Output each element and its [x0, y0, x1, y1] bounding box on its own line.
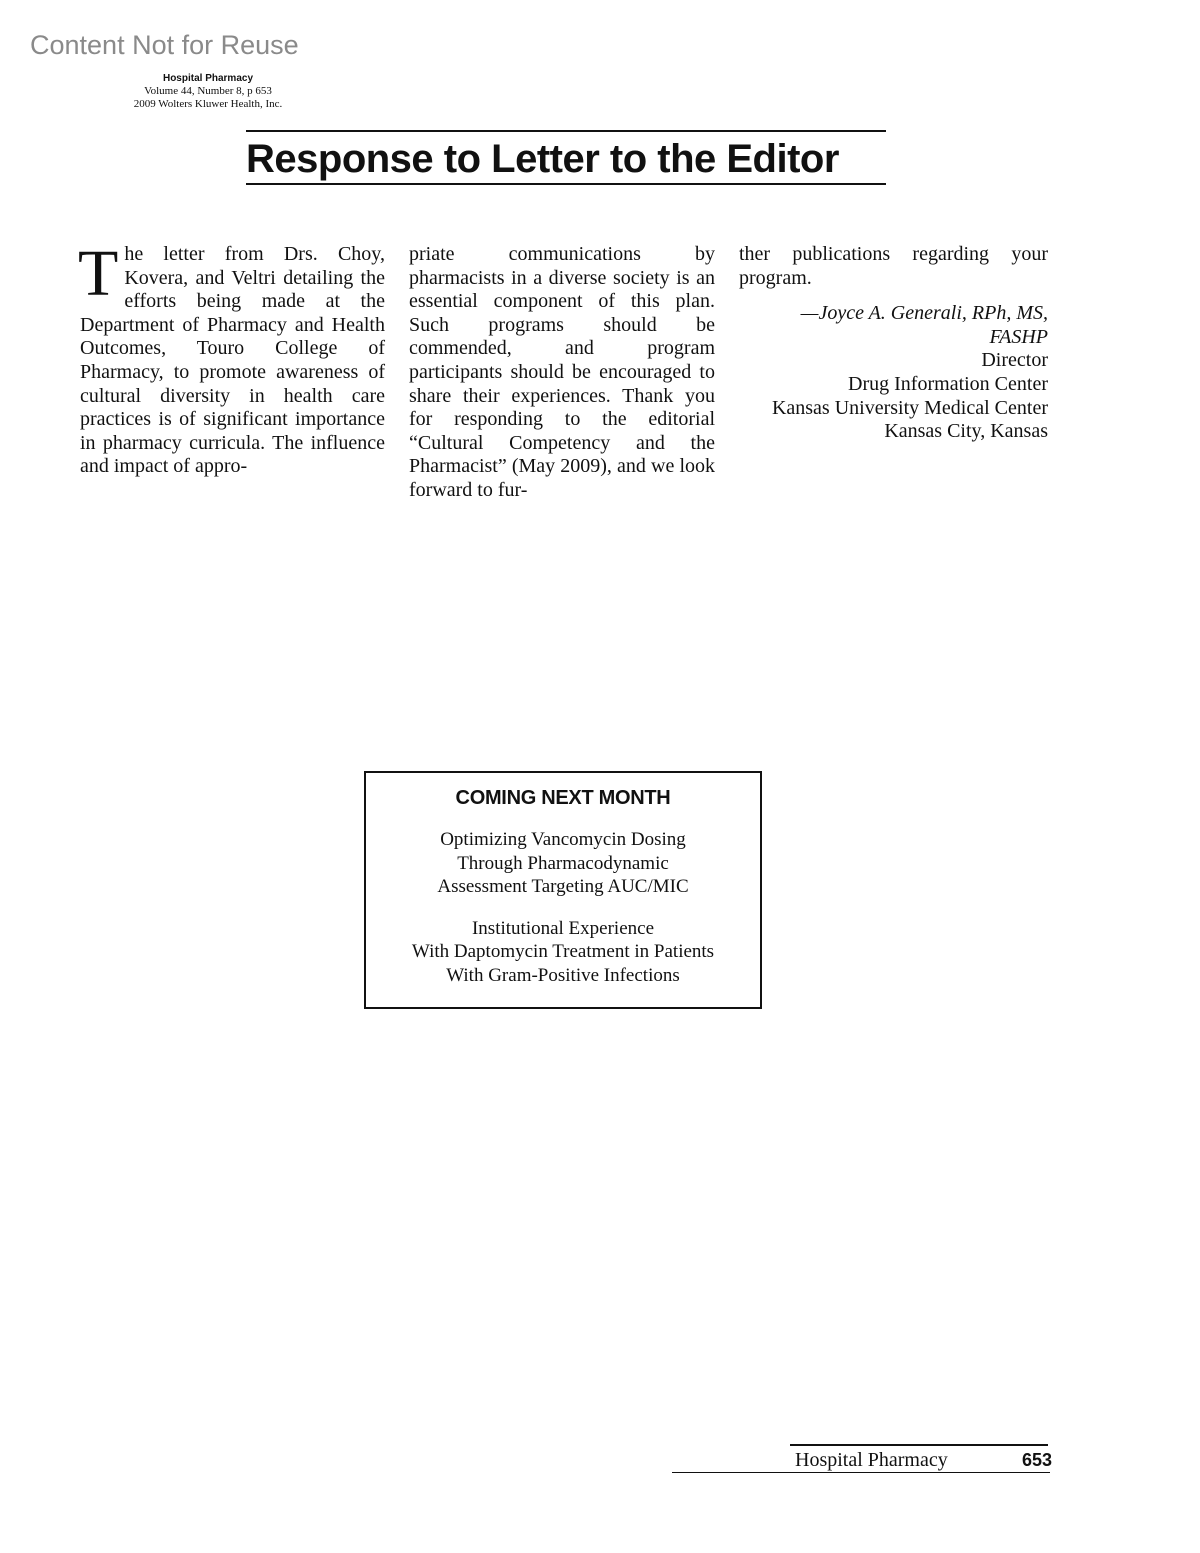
- coming-article-1-line: Through Pharmacodynamic: [457, 852, 669, 874]
- coming-article-2-line: With Gram-Positive Infections: [446, 964, 680, 986]
- signature-dept: Drug Information Center: [848, 372, 1048, 395]
- body-column-1: [78, 237, 385, 479]
- column-1-text: he letter from Drs. Choy, Kovera, and Veltri detailing the efforts being made at the Department of Pharmacy and Health Outcomes, Touro College of Pharmacy, to promote awareness of cultural diversity in health care practices is of significant importance in pharmacy curricula. The influence and impact of appro-: [80, 243, 385, 478]
- coming-next-month-box: [364, 771, 762, 1009]
- footer-page-number: 653: [1022, 1450, 1053, 1470]
- coming-article-2-line: With Daptomycin Treatment in Patients: [411, 941, 715, 963]
- watermark-text: Content Not for Reuse: [30, 30, 299, 60]
- coming-article-1-line: Optimizing Vancomycin Dosing: [440, 829, 686, 850]
- drop-cap: T: [78, 237, 119, 310]
- masthead-journal: Hospital Pharmacy: [162, 73, 254, 84]
- masthead: [118, 72, 298, 111]
- signature-city: Kansas City, Kansas: [884, 420, 1048, 443]
- masthead-publisher: 2009 Wolters Kluwer Health, Inc.: [133, 98, 283, 110]
- body-column-3: [739, 243, 1048, 444]
- footer-rule-bottom: [672, 1472, 1050, 1473]
- coming-article-1-line: Assessment Targeting AUC/MIC: [437, 876, 689, 898]
- footer-rule-top: [790, 1444, 1048, 1446]
- signature-institution: Kansas University Medical Center: [771, 396, 1048, 419]
- title-rule-bottom: [246, 183, 886, 185]
- column-2-text: priate communications by pharmacists in a diverse society is an essential component of this plan. Such programs should be commended, and program participants should be encouraged to share their experiences. Thank you for responding to the editorial “Cultural Competency and the Pharmacist” (May 2009), and we look forward to fur-: [409, 243, 715, 501]
- coming-article-1: [366, 828, 760, 899]
- body-column-2: [409, 243, 715, 503]
- article-title: Response to Letter to the Editor: [246, 137, 839, 181]
- signature-title: Director: [981, 349, 1048, 372]
- signature-name-line1: —Joyce A. Generali, RPh, MS,: [800, 302, 1048, 325]
- title-rule-top: [246, 130, 886, 132]
- masthead-volume: Volume 44, Number 8, p 653: [144, 85, 272, 97]
- column-3-text: ther publications regarding your program.: [739, 243, 1048, 289]
- coming-next-heading: COMING NEXT MONTH: [455, 787, 671, 809]
- footer-journal-name: Hospital Pharmacy: [795, 1449, 948, 1471]
- coming-article-2: [366, 917, 760, 988]
- coming-article-2-line: Institutional Experience: [471, 917, 655, 939]
- signature-name-line2: FASHP: [989, 325, 1048, 348]
- signature-block: [739, 302, 1048, 444]
